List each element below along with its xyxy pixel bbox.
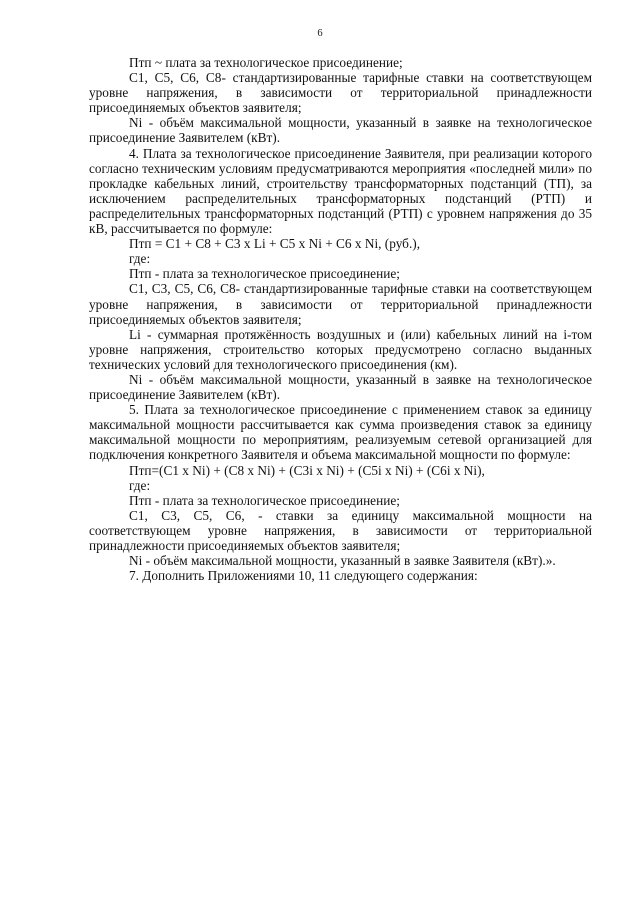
paragraph-li-definition: Li - суммарная протяжённость воздушных и (или) кабельных линий на i-том уровне напряжения, строительство которых предусмотрено согласно выданных технических условий для технологического присоединения (км).	[89, 326, 592, 372]
paragraph-item-4: 4. Плата за технологическое присоединение Заявителя, при реализации которого согласно техническим условиям предусматриваются мероприятия «последней мили» по прокладке кабельных линий, строительству трансформаторных подстанций (ТП), за исключением распределительных трансформаторных подстанций (РТП) и распределительных трансформаторных подстанций (РТП) с уровнем напряжения до 35 кВ, рассчитывается по формуле:	[89, 145, 592, 237]
paragraph-ptp-definition: Птп ~ плата за технологическое присоединение;	[129, 55, 403, 70]
formula-item-4: Птп = С1 + С8 + С3 х Li + С5 х Ni + С6 х Ni, (руб.),	[129, 236, 421, 252]
page-number: 6	[317, 28, 323, 39]
paragraph-rates-definition: С1, С3, С5, С6, - ставки за единицу максимальной мощности на соответствующем уровне напряжения, в зависимости от территориальной принадлежности присоединяемых объектов заявителя;	[89, 507, 592, 553]
paragraph-rates-definition: С1, С5, С6, С8- стандартизированные тарифные ставки на соответствующем уровне напряжения, в зависимости от территориальной принадлежности присоединяемых объектов заявителя;	[89, 70, 592, 116]
paragraph-where: где:	[129, 251, 151, 267]
paragraph-where: где:	[129, 477, 151, 493]
paragraph-ptp-definition: Птп - плата за технологическое присоединение;	[129, 492, 400, 508]
paragraph-ni-definition: Ni - объём максимальной мощности, указанный в заявке на технологическое присоединение Заявителем (кВт).	[89, 371, 592, 403]
paragraph-ni-definition: Ni - объём максимальной мощности, указанный в заявке на технологическое присоединение Заявителем (кВт).	[89, 115, 592, 146]
document-body	[89, 55, 592, 583]
paragraph-ptp-definition: Птп - плата за технологическое присоединение;	[129, 266, 400, 282]
paragraph-item-7: 7. Дополнить Приложениями 10, 11 следующего содержания:	[129, 568, 478, 584]
paragraph-item-5: 5. Плата за технологическое присоединение с применением ставок за единицу максимальной мощности рассчитывается как сумма произведения ставок за единицу максимальной мощности по мероприятиям, реализуемым сетевой организацией для подключения конкретного Заявителя и объема максимальной мощности по формуле:	[89, 402, 592, 463]
paragraph-ni-definition: Ni - объём максимальной мощности, указанный в заявке Заявителя (кВт).».	[129, 553, 556, 569]
paragraph-rates-definition: С1, С3, С5, С6, С8- стандартизированные тарифные ставки на соответствующем уровне напряжения, в зависимости от территориальной принадлежности присоединяемых объектов заявителя;	[89, 281, 592, 327]
formula-item-5: Птп=(С1 х Ni) + (С8 х Ni) + (С3i х Ni) + (С5i х Ni) + (С6i х Ni),	[129, 462, 485, 478]
